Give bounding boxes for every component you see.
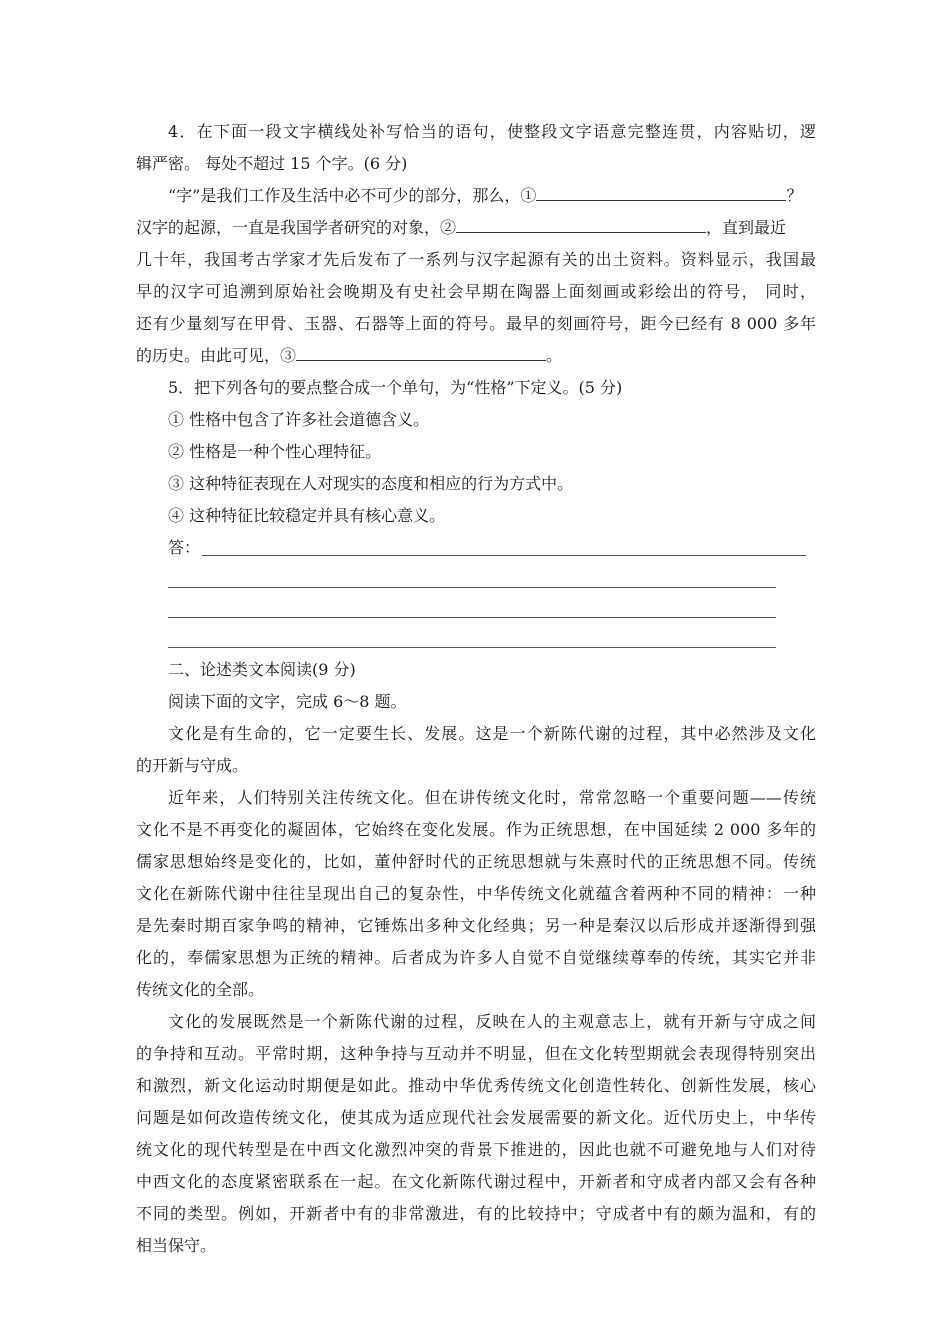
para3-line: 和激烈，新文化运动时期便是如此。推动中华优秀传统文化创造性转化、创新性发展，核心 — [136, 1076, 816, 1095]
q5-item: ④ 这种特征比较稳定并具有核心意义。 — [168, 506, 446, 525]
para2-line: 儒家思想始终是变化的，比如，董仲舒时代的正统思想就与朱熹时代的正统思想不同。传统 — [136, 852, 816, 871]
para2-line: 化的，奉儒家思想为正统的精神。后者成为许多人自觉不自觉继续尊奉的传统，其实它并非 — [136, 948, 816, 967]
q4-passage-text: 。 — [546, 346, 563, 365]
q4-passage-line1 — [136, 180, 816, 212]
answer-line-3[interactable] — [136, 594, 816, 624]
q4-passage-text: ，直到最近 — [706, 218, 787, 237]
fill-blank-2[interactable] — [456, 214, 706, 233]
para1-line: 的开新与守成。 — [136, 756, 249, 775]
answer-rule — [202, 555, 806, 556]
para3-line: 问题是如何改造传统文化，使其成为适应现代社会发展需要的新文化。近代历史上，中华传 — [136, 1108, 816, 1127]
fill-blank-3[interactable] — [296, 342, 546, 361]
q4-passage-line6 — [136, 340, 816, 372]
q4-passage-text: 的历史。由此可见，③ — [136, 346, 297, 365]
para3-line: 统文化的现代转型是在中西文化激烈冲突的背景下推进的，因此也就不可避免地与人们对待 — [136, 1140, 816, 1159]
answer-line-2[interactable] — [136, 564, 816, 594]
q4-title-line1: 4．在下面一段文字横线处补写恰当的语句，使整段文字语意完整连贯，内容贴切，逻 — [168, 122, 816, 141]
q5-item: ③ 这种特征表现在人对现实的态度和相应的行为方式中。 — [168, 474, 574, 493]
para3-line: 中西文化的态度紧密联系在一起。在文化新陈代谢过程中，开新者和守成者内部又会有各种 — [136, 1172, 816, 1191]
answer-rule — [168, 617, 776, 618]
para3-line: 的争持和互动。平常时期，这种争持与互动并不明显，但在文化转型期就会表现得特别突出 — [136, 1044, 816, 1063]
para2-line: 传统文化的全部。 — [136, 980, 265, 999]
para1-line: 文化是有生命的，它一定要生长、发展。这是一个新陈代谢的过程，其中必然涉及文化 — [168, 724, 816, 743]
document-page — [136, 116, 816, 1262]
answer-rule — [168, 587, 776, 588]
answer-rule — [168, 647, 776, 648]
q4-passage-line3: 几十年，我国考古学家才先后发布了一系列与汉字起源有关的出土资料。资料显示，我国最 — [136, 250, 816, 269]
q4-passage-text: 汉字的起源，一直是我国学者研究的对象，② — [136, 218, 457, 237]
para2-line: 文化在新陈代谢中往往呈现出自己的复杂性，中华传统文化就蕴含着两种不同的精神：一种 — [136, 884, 816, 903]
q5-item: ① 性格中包含了许多社会道德含义。 — [168, 410, 430, 429]
section2-instruction: 阅读下面的文字，完成 6～8 题。 — [168, 692, 407, 711]
answer-line-1[interactable] — [136, 532, 816, 564]
q4-passage-line4: 早的汉字可追溯到原始社会晚期及有史社会早期在陶器上面刻画或彩绘出的符号， 同时， — [136, 282, 816, 301]
para2-line: 近年来，人们特别关注传统文化。但在讲传统文化时，常常忽略一个重要问题——传统 — [168, 788, 816, 807]
answer-label: 答： — [168, 538, 201, 557]
q4-passage-line2 — [136, 212, 816, 244]
fill-blank-1[interactable] — [536, 182, 786, 201]
q4-passage-text: “字”是我们工作及生活中必不可少的部分，那么，① — [168, 186, 537, 205]
para3-line: 相当保守。 — [136, 1236, 217, 1255]
q5-title: 5．把下列各句的要点整合成一个单句，为“性格”下定义。(5 分) — [168, 378, 623, 397]
q4-passage-text: ？ — [786, 186, 803, 205]
q4-passage-line5: 还有少量刻写在甲骨、玉器、石器等上面的符号。最早的刻画符号，距今已经有 8 000 多年 — [136, 314, 816, 333]
para3-line: 文化的发展既然是一个新陈代谢的过程，反映在人的主观意志上，就有开新与守成之间 — [168, 1012, 816, 1031]
q4-title-line2: 辑严密。 每处不超过 15 个字。(6 分) — [136, 154, 408, 173]
para3-line: 不同的类型。例如，开新者中有的非常激进，有的比较持中；守成者中有的颇为温和，有的 — [136, 1204, 816, 1223]
section2-title: 二、论述类文本阅读(9 分) — [168, 660, 356, 679]
para2-line: 文化不是不再变化的凝固体，它始终在变化发展。作为正统思想，在中国延续 2 000 多年的 — [136, 820, 816, 839]
para2-line: 是先秦时期百家争鸣的精神，它锤炼出多种文化经典；另一种是秦汉以后形成并逐渐得到强 — [136, 916, 816, 935]
q5-item: ② 性格是一种个性心理特征。 — [168, 442, 382, 461]
answer-line-4[interactable] — [136, 624, 816, 654]
